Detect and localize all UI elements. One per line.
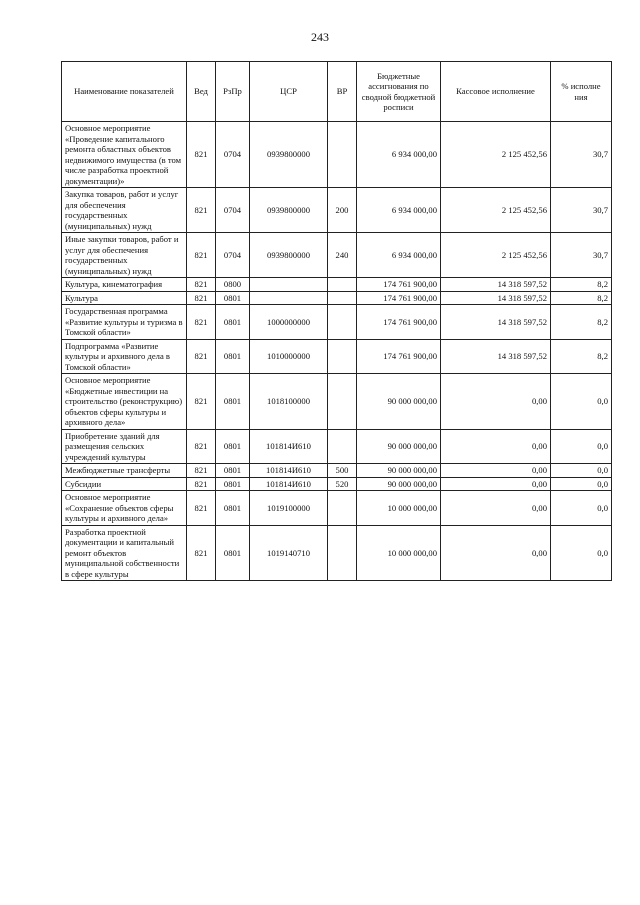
row-pct: 0,0 bbox=[551, 491, 612, 526]
row-csr: 101814И610 bbox=[250, 429, 328, 464]
row-rzpr: 0801 bbox=[216, 291, 250, 305]
row-budget: 10 000 000,00 bbox=[357, 491, 441, 526]
row-vr bbox=[328, 122, 357, 188]
row-budget: 90 000 000,00 bbox=[357, 464, 441, 478]
row-cash: 14 318 597,52 bbox=[441, 278, 551, 292]
row-ved: 821 bbox=[187, 429, 216, 464]
row-vr: 500 bbox=[328, 464, 357, 478]
row-rzpr: 0801 bbox=[216, 491, 250, 526]
table-row bbox=[62, 233, 612, 278]
header-vr: ВР bbox=[328, 62, 357, 122]
table-header-row bbox=[62, 62, 612, 122]
row-pct: 8,2 bbox=[551, 278, 612, 292]
table-row bbox=[62, 491, 612, 526]
row-budget: 174 761 900,00 bbox=[357, 291, 441, 305]
row-name: Подпрограмма «Развитие культуры и архивного дела в Томской области» bbox=[62, 339, 187, 374]
row-pct: 0,0 bbox=[551, 429, 612, 464]
row-pct: 30,7 bbox=[551, 122, 612, 188]
table-row bbox=[62, 122, 612, 188]
row-pct: 8,2 bbox=[551, 339, 612, 374]
row-csr bbox=[250, 278, 328, 292]
row-rzpr: 0801 bbox=[216, 525, 250, 581]
row-cash: 14 318 597,52 bbox=[441, 339, 551, 374]
row-pct: 0,0 bbox=[551, 477, 612, 491]
header-rzpr: РзПр bbox=[216, 62, 250, 122]
row-ved: 821 bbox=[187, 122, 216, 188]
row-cash: 0,00 bbox=[441, 429, 551, 464]
row-rzpr: 0801 bbox=[216, 429, 250, 464]
row-vr bbox=[328, 339, 357, 374]
row-pct: 8,2 bbox=[551, 305, 612, 340]
row-rzpr: 0704 bbox=[216, 233, 250, 278]
row-csr: 0939800000 bbox=[250, 122, 328, 188]
row-cash: 2 125 452,56 bbox=[441, 233, 551, 278]
header-budget: Бюджетные ассигнования по сводной бюджетной росписи bbox=[357, 62, 441, 122]
row-budget: 6 934 000,00 bbox=[357, 233, 441, 278]
row-budget: 174 761 900,00 bbox=[357, 305, 441, 340]
row-vr bbox=[328, 429, 357, 464]
row-budget: 6 934 000,00 bbox=[357, 122, 441, 188]
row-budget: 6 934 000,00 bbox=[357, 188, 441, 233]
header-csr: ЦСР bbox=[250, 62, 328, 122]
table-row bbox=[62, 278, 612, 292]
row-ved: 821 bbox=[187, 291, 216, 305]
row-ved: 821 bbox=[187, 188, 216, 233]
header-ved: Вед bbox=[187, 62, 216, 122]
row-vr bbox=[328, 491, 357, 526]
row-ved: 821 bbox=[187, 525, 216, 581]
row-csr: 1019140710 bbox=[250, 525, 328, 581]
row-csr: 101814И610 bbox=[250, 464, 328, 478]
table-row bbox=[62, 305, 612, 340]
table-row bbox=[62, 291, 612, 305]
table-row bbox=[62, 429, 612, 464]
row-ved: 821 bbox=[187, 464, 216, 478]
row-csr: 1000000000 bbox=[250, 305, 328, 340]
row-name: Закупка товаров, работ и услуг для обеспечения государственных (муниципальных) нужд bbox=[62, 188, 187, 233]
row-name: Приобретение зданий для размещения сельских учреждений культуры bbox=[62, 429, 187, 464]
row-cash: 2 125 452,56 bbox=[441, 188, 551, 233]
row-vr bbox=[328, 305, 357, 340]
row-rzpr: 0801 bbox=[216, 464, 250, 478]
table-row bbox=[62, 374, 612, 430]
row-ved: 821 bbox=[187, 477, 216, 491]
row-csr bbox=[250, 291, 328, 305]
row-name: Иные закупки товаров, работ и услуг для обеспечения государственных (муниципальных) нужд bbox=[62, 233, 187, 278]
row-cash: 0,00 bbox=[441, 491, 551, 526]
row-rzpr: 0801 bbox=[216, 477, 250, 491]
header-pct: % исполне ния bbox=[551, 62, 612, 122]
row-cash: 0,00 bbox=[441, 477, 551, 491]
row-rzpr: 0801 bbox=[216, 305, 250, 340]
row-ved: 821 bbox=[187, 305, 216, 340]
table-row bbox=[62, 477, 612, 491]
row-cash: 0,00 bbox=[441, 374, 551, 430]
row-budget: 174 761 900,00 bbox=[357, 339, 441, 374]
row-csr: 101814И610 bbox=[250, 477, 328, 491]
row-ved: 821 bbox=[187, 339, 216, 374]
row-pct: 0,0 bbox=[551, 374, 612, 430]
row-budget: 10 000 000,00 bbox=[357, 525, 441, 581]
row-name: Государственная программа «Развитие культуры и туризма в Томской области» bbox=[62, 305, 187, 340]
row-vr: 200 bbox=[328, 188, 357, 233]
row-cash: 0,00 bbox=[441, 525, 551, 581]
row-budget: 90 000 000,00 bbox=[357, 374, 441, 430]
row-name: Основное мероприятие «Бюджетные инвестиции на строительство (реконструкцию) объектов сферы культуры и архивного дела» bbox=[62, 374, 187, 430]
row-rzpr: 0704 bbox=[216, 188, 250, 233]
budget-execution-table bbox=[61, 61, 612, 581]
row-name: Культура bbox=[62, 291, 187, 305]
row-ved: 821 bbox=[187, 491, 216, 526]
row-name: Основное мероприятие «Сохранение объектов сферы культуры и архивного дела» bbox=[62, 491, 187, 526]
row-pct: 0,0 bbox=[551, 464, 612, 478]
row-vr bbox=[328, 374, 357, 430]
row-pct: 8,2 bbox=[551, 291, 612, 305]
row-vr bbox=[328, 291, 357, 305]
row-budget: 90 000 000,00 bbox=[357, 477, 441, 491]
row-csr: 1019100000 bbox=[250, 491, 328, 526]
row-cash: 2 125 452,56 bbox=[441, 122, 551, 188]
row-pct: 30,7 bbox=[551, 233, 612, 278]
row-name: Межбюджетные трансферты bbox=[62, 464, 187, 478]
header-cash: Кассовое исполнение bbox=[441, 62, 551, 122]
row-cash: 14 318 597,52 bbox=[441, 291, 551, 305]
row-csr: 1010000000 bbox=[250, 339, 328, 374]
table-row bbox=[62, 525, 612, 581]
row-budget: 174 761 900,00 bbox=[357, 278, 441, 292]
row-name: Субсидии bbox=[62, 477, 187, 491]
row-vr: 520 bbox=[328, 477, 357, 491]
row-name: Основное мероприятие «Проведение капитального ремонта областных объектов недвижимого имущества (в том числе разработка проектной документации)» bbox=[62, 122, 187, 188]
row-vr bbox=[328, 278, 357, 292]
page-number: 243 bbox=[311, 30, 329, 44]
row-ved: 821 bbox=[187, 374, 216, 430]
table-row bbox=[62, 339, 612, 374]
row-rzpr: 0801 bbox=[216, 374, 250, 430]
table-row bbox=[62, 188, 612, 233]
row-vr bbox=[328, 525, 357, 581]
row-budget: 90 000 000,00 bbox=[357, 429, 441, 464]
row-vr: 240 bbox=[328, 233, 357, 278]
row-csr: 1018100000 bbox=[250, 374, 328, 430]
row-cash: 14 318 597,52 bbox=[441, 305, 551, 340]
table-row bbox=[62, 464, 612, 478]
row-pct: 0,0 bbox=[551, 525, 612, 581]
row-name: Культура, кинематография bbox=[62, 278, 187, 292]
row-name: Разработка проектной документации и капитальный ремонт объектов муниципальной собственности в сфере культуры bbox=[62, 525, 187, 581]
row-csr: 0939800000 bbox=[250, 233, 328, 278]
header-name: Наименование показателей bbox=[62, 62, 187, 122]
row-cash: 0,00 bbox=[441, 464, 551, 478]
row-ved: 821 bbox=[187, 278, 216, 292]
row-rzpr: 0801 bbox=[216, 339, 250, 374]
row-ved: 821 bbox=[187, 233, 216, 278]
row-pct: 30,7 bbox=[551, 188, 612, 233]
row-csr: 0939800000 bbox=[250, 188, 328, 233]
row-rzpr: 0800 bbox=[216, 278, 250, 292]
row-rzpr: 0704 bbox=[216, 122, 250, 188]
